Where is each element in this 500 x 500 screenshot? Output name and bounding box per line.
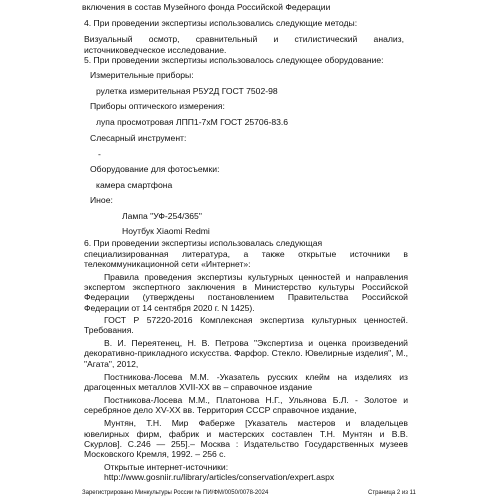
text-line: драгоценных металлов XVII-XX вв – справочное издание (84, 382, 313, 393)
text-line: Лампа "УФ-254/365" (122, 211, 202, 221)
subheading: Открытые интернет-источники: (104, 461, 229, 472)
section-heading: 6. При проведении экспертизы использовалась следующая (84, 238, 323, 249)
text-line: источниковедческое исследование. (84, 44, 227, 55)
text-line: В. И. Переятенец, Н. В. Петрова "Экспертиза и оценка произведений (104, 337, 408, 348)
text-line: камера смартфона (96, 179, 173, 190)
text-line: ювелирных фирм, фабрик и мастерских составлен Т.Н. Мунтян и В.В. (84, 428, 408, 439)
text-line: - (98, 148, 101, 159)
subheading: Иное: (90, 194, 113, 205)
text-line: серебряное дело XV-XX вв. Территория СССР справочное издание, (84, 404, 357, 415)
footer-page-number: Страница 2 из 11 (368, 490, 416, 496)
url-link[interactable]: http://www.gosniir.ru/library/articles/conservation/expert.aspx (104, 472, 335, 482)
text-line: Правила проведения экспертизы культурных ценностей и направления (104, 271, 408, 282)
section-heading: 5. При проведении экспертизы использовалось следующее оборудование: (84, 55, 384, 65)
subheading: Оборудование для фотосъемки: (90, 163, 220, 174)
text-line: ГОСТ Р 57220-2016 Комплексная экспертиза культурных ценностей. (104, 315, 408, 325)
text-line: Федерации (утверждены постановлением Правительства Российской (84, 292, 408, 303)
text-line: "Агата", 2012, (84, 358, 139, 369)
footer-registration: Зарегистрировано Минкультуры России № ПИ/ФМ/0050/0078-2024 (82, 490, 269, 496)
text-line: Федерации от 14 сентября 2020 г. N 1425). (84, 302, 255, 313)
text-line: Визуальный осмотр, сравнительный и стилистический анализ, (84, 34, 404, 45)
text-line: декоративно-прикладного искусства. Фарфор. Стекло. Ювелирные изделия", М., (84, 348, 408, 359)
text-line: экспертом экспертного заключения в Министерство культуры Российской (84, 281, 408, 292)
subheading: Слесарный инструмент: (90, 132, 187, 143)
text-line: Ноутбук Xiaomi Redmi (122, 226, 210, 237)
section-heading: 4. При проведении экспертизы использовались следующие методы: (84, 18, 358, 29)
text-line: специализированная литература, а также открытые источники в (84, 248, 408, 259)
text-line: лупа просмотровая ЛПП1-7хМ ГОСТ 25706-83.6 (96, 117, 289, 128)
text-line: рулетка измерительная Р5У2Д ГОСТ 7502-98 (96, 86, 278, 97)
text-line: Постникова-Лосева М.М., Платонова Н.Г., Ульянова Б.Л. - Золотое и (104, 394, 408, 405)
text-line: Московского Кремля, 1992. – 256 с. (84, 449, 226, 460)
subheading: Измерительные приборы: (90, 70, 194, 81)
text-line: включения в состав Музейного фонда Российской Федерации (82, 2, 331, 12)
text-line: телекоммуникационной сети «Интернет»: (84, 259, 251, 270)
text-line: Мунтян, Т.Н. Мир Фаберже [Указатель мастеров и владельцев (104, 418, 408, 429)
text-line: Постникова-Лосева М.М. -Указатель русских клейм на изделиях из (104, 371, 408, 382)
text-line: Скурлов]. С.246 — 255].– Москва : Издательство Государственных музеев (84, 438, 408, 449)
subheading: Приборы оптического измерения: (90, 101, 225, 112)
text-line: Требования. (84, 325, 134, 336)
